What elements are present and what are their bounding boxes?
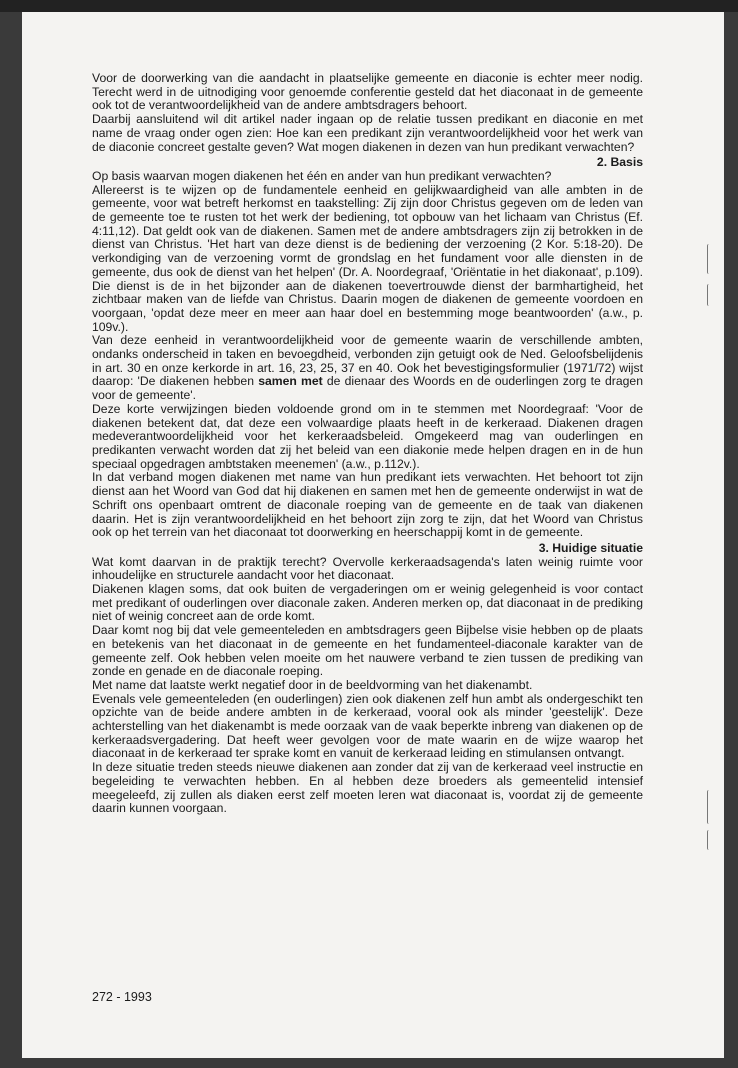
paragraph: Op basis waarvan mogen diakenen het één en ander van hun predikant verwachten? <box>92 168 552 183</box>
paragraph: Voor de doorwerking van die aandacht in plaatselijke gemeente en diaconie is echter meer nodig. Terecht werd in de uitnodiging voor genoemde conferentie gesteld dat het diaconaat in de gemeente ook tot de verantwoordelijkheid van de andere ambtsdragers behoort. <box>92 71 643 113</box>
text-run: Van deze eenheid in verantwoordelijkheid voor de gemeente waarin de verschillende ambten, ondanks onderscheid in taken en bevoegdheid, verbonden zijn getuigt ook de Ned. Geloofsbelijdenis in art. 30 en onze kerkorde in art. 16, 23, 25, 37 en 40. Ook het bevestigingsformulier (1971/72) wijst daarop: 'De diakenen hebben <box>92 333 643 389</box>
paragraph: In dat verband mogen diakenen met name van hun predikant iets verwachten. Het behoort tot zijn dienst aan het Woord van God dat hij diakenen en samen met hen de gemeente onderwijst in wat de Schrift ons openbaart omtrent de diaconale roeping van de gemeente en de taak van diakenen daarin. Het is zijn verantwoordelijkheid en het behoort zijn zorg te zijn, dat het Woord van Christus ook op het terrein van het diaconaat tot doorwerking en heerschappij komt in de gemeente. <box>92 470 643 540</box>
margin-pencil-mark <box>707 830 711 850</box>
paragraph: Daarbij aansluitend wil dit artikel nader ingaan op de relatie tussen predikant en diaconie en met name de vraag onder ogen zien: Hoe kan een predikant zijn verantwoordelijkheid voor het werk van de diaconie concreet gestalte geven? Wat mogen diakenen in dezen van hun predikant verwachten? <box>92 112 643 154</box>
paragraph: Evenals vele gemeenteleden (en ouderlingen) zien ook diakenen zelf hun ambt als ondergeschikt ten opzichte van de beide andere ambten in de kerkeraad, vooral ook als minder 'geestelijk'. Deze achterstelling van het diakenambt is mede oorzaak van de vaak beperkte inbreng van diakenen op de kerkeraadsvergadering. Dat heeft weer gevolgen voor de mate waarin en de wijze waarop het diaconaat in de kerkeraad ter sprake komt en vanuit de kerkeraad leiding en stimulansen ontvangt. <box>92 691 643 761</box>
paragraph: Met name dat laatste werkt negatief door in de beeldvorming van het diakenambt. <box>92 677 533 692</box>
paragraph: Diakenen klagen soms, dat ook buiten de vergaderingen om er weinig gelegenheid is voor contact met predikant of ouderlingen over diaconale zaken. Anderen merken op, dat diaconaat in de prediking niet of weinig concreet aan de orde komt. <box>92 582 643 624</box>
paragraph: Deze korte verwijzingen bieden voldoende grond om in te stemmen met Noordegraaf: 'Voor de diakenen betekent dat, dat deze een volwaardige plaats heeft in de kerkeraad. Diakenen dragen medeverantwoordelijkheid voor het kerkeraadsbeleid. Omgekeerd mag van ouderlingen en predikanten verwacht worden dat zij het beleid van een diakonie mede helpen dragen en in de hun speciaal opgedragen ambtstaken meenemen' (a.w., p.112v.). <box>92 401 643 471</box>
margin-pencil-mark <box>707 284 711 306</box>
scan-border <box>0 0 738 12</box>
section-heading-huidige-situatie: 3. Huidige situatie <box>538 540 643 555</box>
paragraph-with-emphasis <box>92 334 643 403</box>
page-folio: 272 - 1993 <box>92 990 152 1004</box>
text-run: de dienaar des Woords en de ouderlingen zorg te dragen voor de gemeente'. <box>92 374 643 403</box>
paragraph: Allereerst is te wijzen op de fundamentele eenheid en gelijkwaardigheid van alle ambten in de gemeente, voor wat betreft herkomst en taakstelling: Zij zijn door Christus gegeven om de leden van de gemeente toe te rusten tot het werk der bediening, tot opbouw van het lichaam van Christus (Ef. 4:11,12). Dat geldt ook van de diakenen. Samen met de andere ambtsdragers zijn zij betrokken in de dienst van Christus. 'Het hart van deze dienst is de bediening der verzoening (2 Kor. 5:18-20). De verkondiging van de verzoening vormt de grondslag en het fundament voor alle diensten in de gemeente, dus ook de dienst van het helpen' (Dr. A. Noordegraaf, 'Oriëntatie in het diakonaat', p.109). Die dienst is de in het bijzonder aan de diakenen toevertrouwde dienst der barmhartigheid, het zichtbaar maken van de liefde van Christus. Daarin mogen de diakenen de gemeente voordoen en voorgaan, 'opdat deze meer en meer aan haar doel en bestemming moge beantwoorden' (a.w., p. 109v.). <box>92 182 643 334</box>
paragraph: In deze situatie treden steeds nieuwe diakenen aan zonder dat zij van de kerkeraad veel instructie en begeleiding te verwachten hebben. En al hebben deze broeders als gemeentelid intensief meegeleefd, zij zullen als diaken eerst zelf moeten leren wat diaconaat is, voordat zij de gemeente daarin kunnen voorgaan. <box>92 760 643 816</box>
article-body <box>92 72 643 816</box>
emphasis: samen met <box>258 374 323 389</box>
paragraph: Wat komt daarvan in de praktijk terecht? Overvolle kerkeraadsagenda's laten weinig ruimte voor inhoudelijke en structurele aandacht voor het diaconaat. <box>92 554 643 583</box>
section-heading-basis: 2. Basis <box>596 155 643 170</box>
margin-pencil-mark <box>707 244 711 274</box>
margin-pencil-mark <box>707 790 711 824</box>
paragraph: Daar komt nog bij dat vele gemeenteleden en ambtsdragers geen Bijbelse visie hebben op de plaats en betekenis van het diaconaat in de gemeente en het fundamenteel-diaconale karakter van de gemeente zelf. Ook hebben velen moeite om het nauwere verband te zien tussen de prediking van zonde en genade en de diaconale roeping. <box>92 623 643 679</box>
